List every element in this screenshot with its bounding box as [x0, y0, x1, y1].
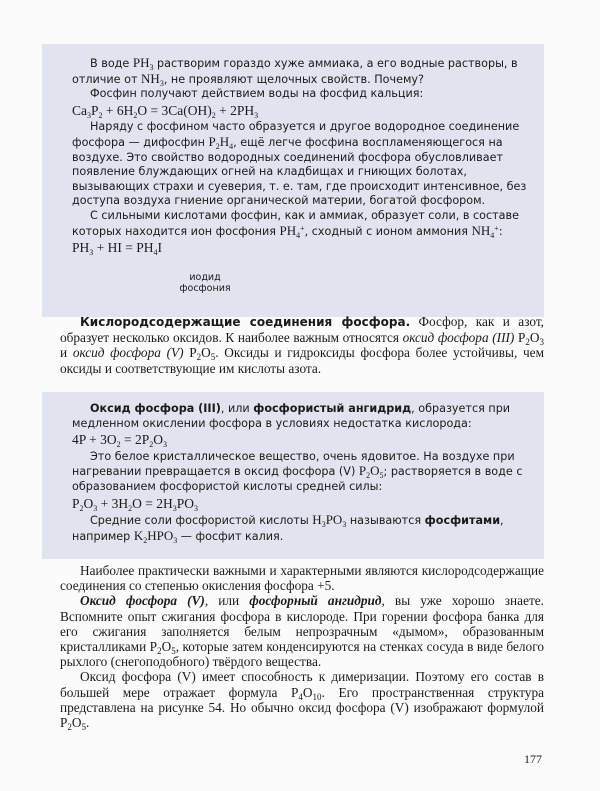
equation-calcium-phosphide: $Ca_3P_2 + 6H_2O = 3Ca(OH)_2 + 2PH_3$ — [72, 102, 259, 120]
paragraph-diphosphine: Наряду с фосфином часто образуется и другое водородное соединение фосфора — дифосфин $P_2H_4$, ещё легче фосфина воспламеняющегося на воздухе. Это свойство водородных соединений фосфора обусловливает появление блуждающих огней на кладбищах и гниющих болотах, вызывающих страхи и суеверия, т. е. там, где происходит интенсивное, без доступа воздуха гниение органической материи, богатой фосфором. — [72, 120, 527, 208]
paragraph-phosphites: Средние соли фосфористой кислоты $H_3PO_3$ называются фосфитами, например $K_2HPO_3$ — фосфит калия. — [72, 512, 504, 545]
paragraph-phosphine-solubility: В воде $PH_3$ растворим гораздо хуже аммиака, а его водные растворы, в отличие от $NH_3$, не проявляют щелочных свойств. Почему? — [72, 55, 518, 88]
paragraph-pentoxide: Оксид фосфора (V), или фосфорный ангидрид, вы уже хорошо знаете. Вспомните опыт сжигания фосфора в кислороде. При горении фосфора банка для его сжигания заполняется белым непрозрачным «дымом», образованным кристалликами $P_2O_5$, которые затем конденсируются на стенках сосуда в виде белого рыхлого (снегоподобного) твёрдого вещества. — [60, 593, 545, 670]
paragraph-phosphine-preparation: Фосфин получают действием воды на фосфид кальция: — [90, 87, 424, 101]
paragraph-dimerization: Оксид фосфора (V) имеет способность к димеризации. Поэтому его состав в большей мере отражает формула $P_4O_{10}$. Его пространственная структура представлена на рисунке 54. Но обычно оксид фосфора (V) изображают формулой $P_2O_5$. — [60, 669, 545, 733]
paragraph-trioxide-properties: Это белое кристаллическое вещество, очень ядовитое. На воздухе при нагревании превращается в оксид фосфора (V) $P_2O_5$; растворяется в воде с образованием фосфористой кислоты средней силы: — [72, 449, 523, 493]
paragraph-oxides-intro: Кислородсодержащие соединения фосфора. Фосфор, как и азот, образует несколько оксидов. К наиболее важным относятся оксид фосфора (III) $P_2O_3$ и оксид фосфора (V) $P_2O_5$. Оксиды и гидроксиды фосфора более устойчивы, чем оксиды и соответствующие им кислоты азота. — [60, 314, 544, 376]
equation-label: иодид фосфония — [179, 272, 231, 294]
section-heading: Кислородсодержащие соединения фосфора. — [80, 315, 411, 329]
equation-phosphonium-iodide: $PH_3$ + HI = $PH_4I$ — [72, 240, 162, 258]
info-box-phosphine — [42, 44, 544, 317]
paragraph-trioxide-intro: Оксид фосфора (III), или фосфористый ангидрид, образуется при медленном окислении фосфора в условиях недостатка кислорода: — [72, 402, 511, 430]
info-box-phosphorus-trioxide — [42, 392, 544, 559]
equation-phosphorous-acid: $P_2O_3 + 3H_2O = 2H_3PO_3$ — [72, 495, 199, 513]
equation-trioxide-formation: $4P + 3O_2 = 2P_2O_3$ — [72, 432, 167, 450]
paragraph-phosphonium: С сильными кислотами фосфин, как и аммиак, образует соли, в составе которых находится ион фосфония $PH_4^+$, сходный с ионом аммония $NH_4^+$: — [72, 208, 519, 240]
section-oxygen-compounds — [60, 314, 544, 376]
section-phosphorus-pentoxide — [60, 563, 545, 733]
paragraph-oxidation-state-5: Наиболее практически важными и характерными являются кислородсодержащие соединения со степенью окисления фосфора +5. — [60, 563, 544, 594]
page-number: 177 — [524, 752, 542, 766]
